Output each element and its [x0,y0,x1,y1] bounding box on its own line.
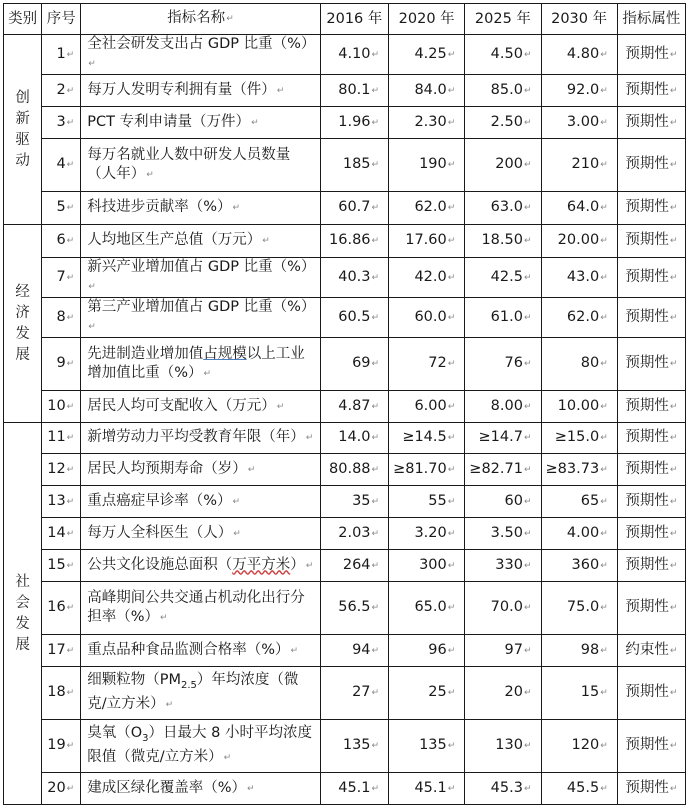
header-attribute: 指标属性 [617,4,685,35]
row-name: 居民人均可支配收入（万元） ↵ [87,398,284,414]
row-name: 新增劳动力平均受教育年限（年） ↵ [87,429,313,445]
value-2025: 8.00 ↵ [491,398,532,414]
table-row [4,338,686,391]
value-2020: 84.0 ↵ [414,82,455,98]
row-name: 建成区绿化覆盖率（%） ↵ [87,780,254,796]
value-2025: 76 ↵ [505,355,532,371]
row-attribute: 预期性 ↵ [625,269,677,285]
header-category: 类别 [4,4,42,35]
row-attribute: 预期性 ↵ [625,398,677,414]
table-row [4,667,686,720]
row-name [87,346,305,381]
row-name [87,725,312,765]
row-attribute: 预期性 ↵ [625,114,677,130]
value-2030: 43.0 ↵ [567,269,608,285]
value-2016: 40.3 ↵ [338,269,379,285]
value-2030: 62.0 ↵ [567,309,608,325]
row-name-subscript: 2.5 [180,679,197,691]
value-2020: 60.0 ↵ [414,309,455,325]
row-seq: 4 ↵ [56,156,74,172]
value-2016: 16.86 ↵ [329,232,379,248]
row-seq: 9 ↵ [56,355,74,371]
value-2016: 2.03 ↵ [338,525,379,541]
row-name: 科技进步贡献率（%） ↵ [87,199,240,215]
value-2020: 62.0 ↵ [414,199,455,215]
row-name-part: 细颗粒物（PM [87,672,181,689]
value-2016: 69 ↵ [352,355,379,371]
value-2030: 4.00 ↵ [567,525,608,541]
row-name [87,672,298,712]
value-2030: 98 ↵ [581,642,608,658]
value-2016: 35 ↵ [352,493,379,509]
row-name-underlined: 占规模 [203,345,247,362]
table-row [4,75,686,107]
table-row [4,258,686,298]
row-name: 每万人全科医生（人） ↵ [87,525,241,541]
value-2016: 264 ↵ [343,557,379,573]
row-attribute: 预期性 ↵ [625,599,677,615]
value-2020: 300 ↵ [419,557,455,573]
table-row [4,454,686,486]
row-seq: 3 ↵ [56,114,74,130]
value-2030: 65 ↵ [581,493,608,509]
row-attribute: 预期性 ↵ [625,737,677,753]
value-2025: 18.50 ↵ [481,232,531,248]
row-seq: 15 ↵ [47,557,74,573]
row-name: 每万人发明专利拥有量（件） ↵ [87,82,284,98]
row-attribute: 预期性 ↵ [625,429,677,445]
table-row [4,486,686,518]
row-attribute: 预期性 ↵ [625,232,677,248]
row-seq: 20 ↵ [47,780,74,796]
table-row [4,192,686,225]
row-attribute: 预期性 ↵ [625,557,677,573]
table-row [4,139,686,192]
row-name: 高峰期间公共交通占机动化出行分担率（%） ↵ [87,590,305,625]
value-2025: ≥14.7 ↵ [479,429,532,445]
row-attribute: 预期性 ↵ [625,461,677,477]
value-2020: 45.1 ↵ [414,780,455,796]
row-name: PCT 专利申请量（万件） ↵ [87,114,258,130]
row-name: 第三产业增加值占 GDP 比重（%） ↵ [87,299,315,334]
row-name-part: ） [290,556,305,573]
row-name-part: 以上工业增加值比重（%） [87,345,305,381]
row-name-spellcheck: 万平方米 [232,556,291,573]
value-2016: 60.7 ↵ [338,199,379,215]
value-2025: 70.0 ↵ [491,599,532,615]
value-2025: 200 ↵ [495,156,531,172]
row-name: 重点癌症早诊率（%） ↵ [87,493,240,509]
row-name: 每万名就业人数中研发人员数量（人年） ↵ [87,147,290,182]
value-2030: 20.00 ↵ [558,232,608,248]
value-2030: 210 ↵ [572,156,608,172]
row-name: 全社会研发支出占 GDP 比重（%） ↵ [87,36,315,71]
value-2030: ≥15.0 ↵ [555,429,608,445]
row-seq: 16 ↵ [47,599,74,615]
row-seq: 7 ↵ [56,269,74,285]
value-2020: 17.60 ↵ [405,232,455,248]
row-attribute: 预期性 ↵ [625,355,677,371]
row-name-part: 先进制造业增加值 [87,345,204,362]
row-attribute: 预期性 ↵ [625,82,677,98]
value-2030: 15 ↵ [581,684,608,700]
header-seq: 序号 [42,4,81,35]
table-row [4,35,686,75]
value-2020: ≥14.5 ↵ [402,429,455,445]
row-seq: 11 ↵ [47,429,74,445]
value-2016: 185 ↵ [343,156,379,172]
table-row [4,582,686,635]
value-2016: 27 ↵ [352,684,379,700]
value-2020: 65.0 ↵ [414,599,455,615]
header-2020: 2020 年 [389,4,465,35]
value-2016: 80.88 ↵ [329,461,379,477]
row-attribute: 预期性 ↵ [625,46,677,62]
category-label: 经济发展 [15,283,30,363]
table-row [4,298,686,338]
row-name-part: 公共文化设施总面积（ [87,556,233,573]
value-2020: 4.25 ↵ [414,46,455,62]
header-2025: 2025 年 [465,4,541,35]
value-2016: 135 ↵ [343,737,379,753]
row-seq: 12 ↵ [47,461,74,477]
table-row [4,107,686,139]
row-seq: 19 ↵ [47,737,74,753]
row-attribute: 约束性 ↵ [625,642,677,658]
row-seq: 2 ↵ [56,82,74,98]
value-2030: 4.80 ↵ [567,46,608,62]
table-row [4,635,686,667]
value-2016: 45.1 ↵ [338,780,379,796]
value-2025: 60 ↵ [505,493,532,509]
value-2025: 42.5 ↵ [491,269,532,285]
header-name [81,4,320,35]
row-attribute: 预期性 ↵ [625,493,677,509]
value-2016: 60.5 ↵ [338,309,379,325]
value-2025: 45.3 ↵ [491,780,532,796]
table-row [4,518,686,550]
value-2030: 64.0 ↵ [567,199,608,215]
category-label: 创新驱动 [15,89,30,169]
value-2020: 42.0 ↵ [414,269,455,285]
table-row [4,391,686,423]
value-2016: 94 ↵ [352,642,379,658]
table-row [4,225,686,258]
value-2025: 61.0 ↵ [491,309,532,325]
row-name: 新兴产业增加值占 GDP 比重（%） ↵ [87,259,315,294]
value-2030: ≥83.73 ↵ [546,461,608,477]
value-2020: 25 ↵ [428,684,455,700]
row-name: 居民人均预期寿命（岁） ↵ [87,461,255,477]
value-2025: 85.0 ↵ [491,82,532,98]
value-2030: 45.5 ↵ [567,780,608,796]
row-seq: 8 ↵ [56,309,74,325]
row-attribute: 预期性 ↵ [625,525,677,541]
row-attribute: 预期性 ↵ [625,156,677,172]
row-seq: 18 ↵ [47,684,74,700]
value-2030: 80 ↵ [581,355,608,371]
row-attribute: 预期性 ↵ [625,199,677,215]
value-2020: 2.30 ↵ [414,114,455,130]
row-name [87,557,313,573]
value-2016: 80.1 ↵ [338,82,379,98]
row-seq: 10 ↵ [47,398,74,414]
value-2025: 20 ↵ [505,684,532,700]
value-2020: ≥81.70 ↵ [393,461,455,477]
value-2030: 92.0 ↵ [567,82,608,98]
header-2030: 2030 年 [541,4,617,35]
row-seq: 5 ↵ [56,199,74,215]
value-2020: 135 ↵ [419,737,455,753]
category-economy [4,225,42,423]
value-2025: 3.50 ↵ [491,525,532,541]
value-2025: 63.0 ↵ [491,199,532,215]
table-row [4,773,686,805]
value-2025: 2.50 ↵ [491,114,532,130]
header-row [4,4,686,35]
category-label: 社会发展 [15,573,30,653]
header-name-text: 指标名称 ↵ [167,10,234,26]
value-2016: 14.0 ↵ [338,429,379,445]
value-2025: 130 ↵ [495,737,531,753]
value-2020: 190 ↵ [419,156,455,172]
row-name-subscript: 3 [142,732,149,744]
value-2025: 4.50 ↵ [491,46,532,62]
table-row [4,720,686,773]
category-innovation [4,35,42,225]
value-2020: 72 ↵ [428,355,455,371]
table-row [4,550,686,582]
value-2016: 4.10 ↵ [338,46,379,62]
value-2020: 55 ↵ [428,493,455,509]
value-2030: 10.00 ↵ [558,398,608,414]
value-2030: 120 ↵ [572,737,608,753]
value-2025: 97 ↵ [505,642,532,658]
value-2016: 1.96 ↵ [338,114,379,130]
row-seq: 13 ↵ [47,493,74,509]
row-name: 重点品种食品监测合格率（%） ↵ [87,642,298,658]
row-seq: 6 ↵ [56,232,74,248]
value-2016: 56.5 ↵ [338,599,379,615]
row-seq: 17 ↵ [47,642,74,658]
indicator-table [3,3,686,805]
row-name-part: ）日最大 8 小时平均浓度限值（微克/立方米） [87,725,312,765]
value-2025: ≥82.71 ↵ [469,461,531,477]
value-2030: 3.00 ↵ [567,114,608,130]
category-society [4,423,42,805]
value-2030: 360 ↵ [572,557,608,573]
row-name-part: 臭氧（O [87,725,143,742]
value-2020: 3.20 ↵ [414,525,455,541]
value-2020: 6.00 ↵ [414,398,455,414]
row-seq: 1 ↵ [56,46,74,62]
row-attribute: 预期性 ↵ [625,780,677,796]
value-2016: 4.87 ↵ [338,398,379,414]
row-attribute: 预期性 ↵ [625,309,677,325]
table-row [4,423,686,454]
row-name: 人均地区生产总值（万元） ↵ [87,232,270,248]
row-seq: 14 ↵ [47,525,74,541]
header-2016: 2016 年 [320,4,388,35]
row-attribute: 预期性 ↵ [625,684,677,700]
value-2025: 330 ↵ [495,557,531,573]
row-name-part: ）年均浓度（微克/立方米） [87,672,299,712]
value-2020: 96 ↵ [428,642,455,658]
value-2030: 75.0 ↵ [567,599,608,615]
